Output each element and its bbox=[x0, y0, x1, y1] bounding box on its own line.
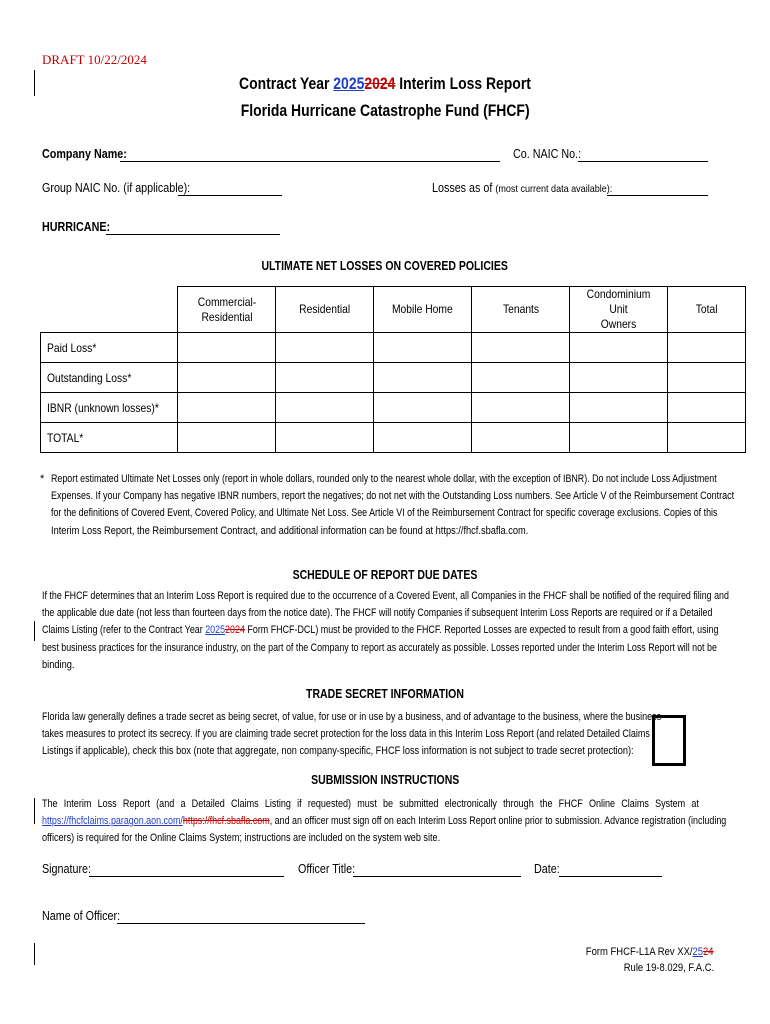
table-cell-input[interactable] bbox=[374, 423, 472, 453]
date-field[interactable]: Date: bbox=[534, 862, 560, 876]
table-cell-input[interactable] bbox=[276, 363, 374, 393]
form-rev-deleted: 24 bbox=[703, 946, 714, 958]
form-number: Form FHCF-L1A Rev XX/2524 bbox=[586, 946, 714, 958]
table-cell-input[interactable] bbox=[570, 333, 668, 363]
col-header-mobile-home: Mobile Home bbox=[374, 287, 472, 333]
col-header-commercial-residential: Commercial- Residential bbox=[178, 287, 276, 333]
co-naic-field[interactable]: Co. NAIC No.: bbox=[513, 147, 582, 161]
signature-line[interactable] bbox=[89, 865, 284, 877]
group-naic-field[interactable]: Group NAIC No. (if applicable): bbox=[42, 181, 191, 195]
table-row bbox=[41, 393, 746, 423]
table-cell-input[interactable] bbox=[472, 393, 570, 423]
company-name-line[interactable] bbox=[120, 150, 500, 162]
trade-secret-heading: TRADE SECRET INFORMATION bbox=[306, 687, 464, 701]
footnote: Report estimated Ultimate Net Losses only (report in whole dollars, rounded only to the nearest whole dollar, with the exception of IBNR). Do not include Loss Adjustment Expenses. If your Company has negative IBNR numbers, report the negatives; do not net with the Outstanding Loss numbers. See Article V of the Reimbursement Contract for the definitions of Covered Event, Covered Policy, and Ultimate Net Loss. See Article VI of the Reimbursement Contract for specific coverage exclusions. Copies of this Interim Loss Report, the Reimbursement Contract, and additional information can be found at https://fhcf.sbafla.com. bbox=[51, 473, 735, 537]
losses-as-of-field[interactable]: Losses as of (most current data available): bbox=[432, 181, 613, 195]
row-label-total: TOTAL* bbox=[41, 423, 178, 453]
table-row bbox=[41, 423, 746, 453]
table-cell-input[interactable] bbox=[178, 423, 276, 453]
table-cell-input[interactable] bbox=[178, 363, 276, 393]
col-header-condominium-unit-owners: Condominium Unit Owners bbox=[570, 287, 668, 333]
table-cell-input[interactable] bbox=[668, 333, 746, 363]
losses-table bbox=[40, 286, 746, 453]
table-cell-input[interactable] bbox=[472, 423, 570, 453]
table-cell-input[interactable] bbox=[570, 363, 668, 393]
draft-stamp: DRAFT 10/22/2024 bbox=[42, 52, 147, 67]
table-cell-input[interactable] bbox=[570, 393, 668, 423]
officer-name-field[interactable]: Name of Officer: bbox=[42, 909, 121, 923]
hurricane-field[interactable]: HURRICANE: bbox=[42, 220, 111, 234]
old-claims-link-deleted: https://fhcf.sbafla.com bbox=[182, 815, 270, 828]
table-cell-input[interactable] bbox=[276, 423, 374, 453]
submission-paragraph: The Interim Loss Report (and a Detailed Claims Listing if requested) must be submitted electronically through the FHCF Online Claims System at https://fhcfclaims.paragon.aon.com/https://fhcf.sbafla.com, and an officer must sign off on each Interim Loss Report online prior to submission. Advance registration (including officers) is required for the Online Claims System; instructions are included on the system web site. bbox=[42, 798, 727, 845]
hurricane-line[interactable] bbox=[106, 223, 280, 235]
table-cell-input[interactable] bbox=[668, 363, 746, 393]
company-name-field[interactable]: Company Name: bbox=[42, 147, 127, 161]
col-header-residential: Residential bbox=[276, 287, 374, 333]
table-cell-input[interactable] bbox=[472, 333, 570, 363]
signature-field[interactable]: Signature: bbox=[42, 862, 92, 876]
table-row bbox=[41, 333, 746, 363]
table-row bbox=[41, 363, 746, 393]
losses-table-heading: ULTIMATE NET LOSSES ON COVERED POLICIES bbox=[261, 259, 509, 273]
date-line[interactable] bbox=[559, 865, 662, 877]
table-cell-input[interactable] bbox=[374, 363, 472, 393]
table-cell-input[interactable] bbox=[178, 393, 276, 423]
co-naic-line[interactable] bbox=[578, 150, 708, 162]
group-naic-line[interactable] bbox=[178, 184, 282, 196]
table-cell-input[interactable] bbox=[668, 423, 746, 453]
table-cell-input[interactable] bbox=[570, 423, 668, 453]
form-rev-inserted: 25 bbox=[692, 946, 704, 958]
table-cell-input[interactable] bbox=[668, 393, 746, 423]
schedule-paragraph: If the FHCF determines that an Interim Loss Report is required due to the occurrence of a Covered Event, all Companies in the FHCF shall be notified of the required filing and the applicable due date (not less than fourteen days from the notice date). The FHCF will notify Companies if subsequent Interim Loss Reports are required or if a Detailed Claims Listing (refer to the Contract Year 20252024 Form FHCF-DCL) must be provided to the FHCF. Reported Losses are expected to result from a good faith effort, using best business practices for the insurance industry, on the part of the Company to report as accurately as possible. Losses reported under the Interim Loss Report will not be binding. bbox=[42, 590, 729, 671]
page-subtitle: Florida Hurricane Catastrophe Fund (FHCF) bbox=[240, 101, 530, 120]
online-claims-link[interactable]: https://fhcfclaims.paragon.aon.com/ bbox=[42, 815, 183, 828]
schedule-heading: SCHEDULE OF REPORT DUE DATES bbox=[292, 568, 478, 582]
col-header-tenants: Tenants bbox=[472, 287, 570, 333]
page-title: Contract Year 20252024 Interim Loss Report bbox=[239, 74, 531, 93]
table-cell-input[interactable] bbox=[472, 363, 570, 393]
submission-heading: SUBMISSION INSTRUCTIONS bbox=[310, 773, 460, 787]
officer-title-line[interactable] bbox=[353, 865, 521, 877]
schedule-year-deleted: 2024 bbox=[225, 624, 245, 637]
trade-secret-paragraph: Florida law generally defines a trade secret as being secret, of value, for use or in use by a business, and of advantage to the business, where the business takes measures to protect its secrecy. If you are claiming trade secret protection for the loss data in this Interim Loss Report (and related Detailed Claims Listings if applicable), check this box (note that aggregate, non company-specific, FHCF loss information is not subject to trade secret protection): bbox=[42, 711, 662, 758]
table-header-row bbox=[41, 287, 746, 333]
officer-title-field[interactable]: Officer Title: bbox=[298, 862, 356, 876]
table-cell-input[interactable] bbox=[374, 333, 472, 363]
trade-secret-checkbox[interactable] bbox=[652, 715, 686, 766]
footnote-marker: * bbox=[40, 473, 45, 485]
table-corner-cell bbox=[41, 287, 178, 333]
col-header-total: Total bbox=[668, 287, 746, 333]
schedule-year-inserted: 2025 bbox=[205, 624, 226, 637]
title-year-inserted: 2025 bbox=[333, 74, 365, 93]
change-bar bbox=[34, 798, 35, 824]
table-cell-input[interactable] bbox=[276, 393, 374, 423]
row-label-outstanding-loss: Outstanding Loss* bbox=[41, 363, 178, 393]
rule-reference: Rule 19-8.029, F.A.C. bbox=[623, 962, 714, 974]
change-bar bbox=[34, 943, 35, 965]
table-cell-input[interactable] bbox=[276, 333, 374, 363]
row-label-paid-loss: Paid Loss* bbox=[41, 333, 178, 363]
row-label-ibnr: IBNR (unknown losses)* bbox=[41, 393, 178, 423]
losses-as-of-line[interactable] bbox=[607, 184, 708, 196]
change-bar bbox=[34, 621, 35, 641]
table-cell-input[interactable] bbox=[374, 393, 472, 423]
table-cell-input[interactable] bbox=[178, 333, 276, 363]
officer-name-line[interactable] bbox=[117, 912, 365, 924]
title-year-deleted: 2024 bbox=[364, 74, 396, 93]
